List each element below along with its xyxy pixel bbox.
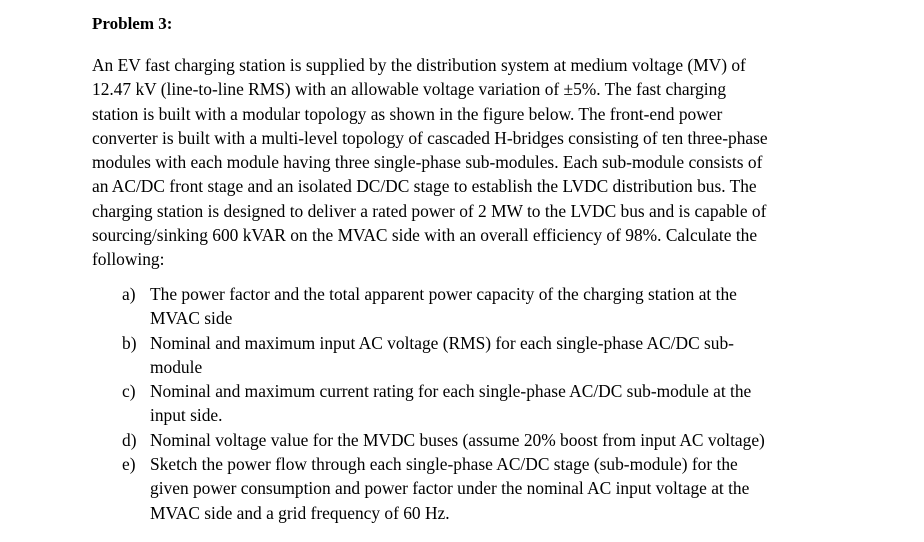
statement-line: converter is built with a multi-level topology of cascaded H-bridges consisting of ten three-phase xyxy=(92,127,768,148)
problem-heading: Problem 3: xyxy=(92,14,173,33)
statement-line: modules with each module having three single-phase sub-modules. Each sub-module consists of xyxy=(92,152,763,173)
item-text xyxy=(150,282,912,331)
item-marker: b) xyxy=(122,332,137,353)
question-item-d xyxy=(122,428,912,452)
item-text xyxy=(150,331,912,380)
item-line: MVAC side xyxy=(150,308,233,329)
item-text xyxy=(150,428,912,452)
item-marker: a) xyxy=(122,284,136,304)
item-marker: e) xyxy=(122,454,136,475)
item-line: given power consumption and power factor under the nominal AC input voltage at the xyxy=(150,478,750,499)
item-line: Nominal voltage value for the MVDC buses (assume 20% boost from input AC voltage) xyxy=(150,429,765,450)
statement-line: following: xyxy=(92,249,165,270)
question-item-e xyxy=(122,452,912,525)
question-item-c xyxy=(122,379,912,428)
question-item-b xyxy=(122,331,912,380)
item-line: input side. xyxy=(150,405,223,426)
statement-line: charging station is designed to deliver a rated power of 2 MW to the LVDC bus and is capable of xyxy=(92,200,767,221)
item-line: Sketch the power flow through each single-phase AC/DC stage (sub-module) for the xyxy=(150,454,738,475)
problem-statement xyxy=(92,53,912,272)
question-list xyxy=(122,282,912,525)
item-text xyxy=(150,379,912,428)
question-item-a xyxy=(122,282,912,331)
statement-line: an AC/DC front stage and an isolated DC/DC stage to establish the LVDC distribution bus. The xyxy=(92,176,757,197)
item-line: Nominal and maximum input AC voltage (RMS) for each single-phase AC/DC sub- xyxy=(150,332,734,353)
item-text xyxy=(150,452,912,525)
item-marker: d) xyxy=(122,429,137,450)
statement-line: An EV fast charging station is supplied by the distribution system at medium voltage (MV) of xyxy=(92,55,746,75)
statement-line: station is built with a modular topology as shown in the figure below. The front-end power xyxy=(92,103,723,124)
statement-line: 12.47 kV (line-to-line RMS) with an allowable voltage variation of ±5%. The fast charging xyxy=(92,79,727,100)
item-line: Nominal and maximum current rating for each single-phase AC/DC sub-module at the xyxy=(150,381,752,402)
statement-line: sourcing/sinking 600 kVAR on the MVAC side with an overall efficiency of 98%. Calculate the xyxy=(92,225,758,246)
item-line: MVAC side and a grid frequency of 60 Hz. xyxy=(150,502,450,523)
item-marker: c) xyxy=(122,381,136,402)
item-line: The power factor and the total apparent power capacity of the charging station at the xyxy=(150,284,737,304)
item-line: module xyxy=(150,356,203,377)
